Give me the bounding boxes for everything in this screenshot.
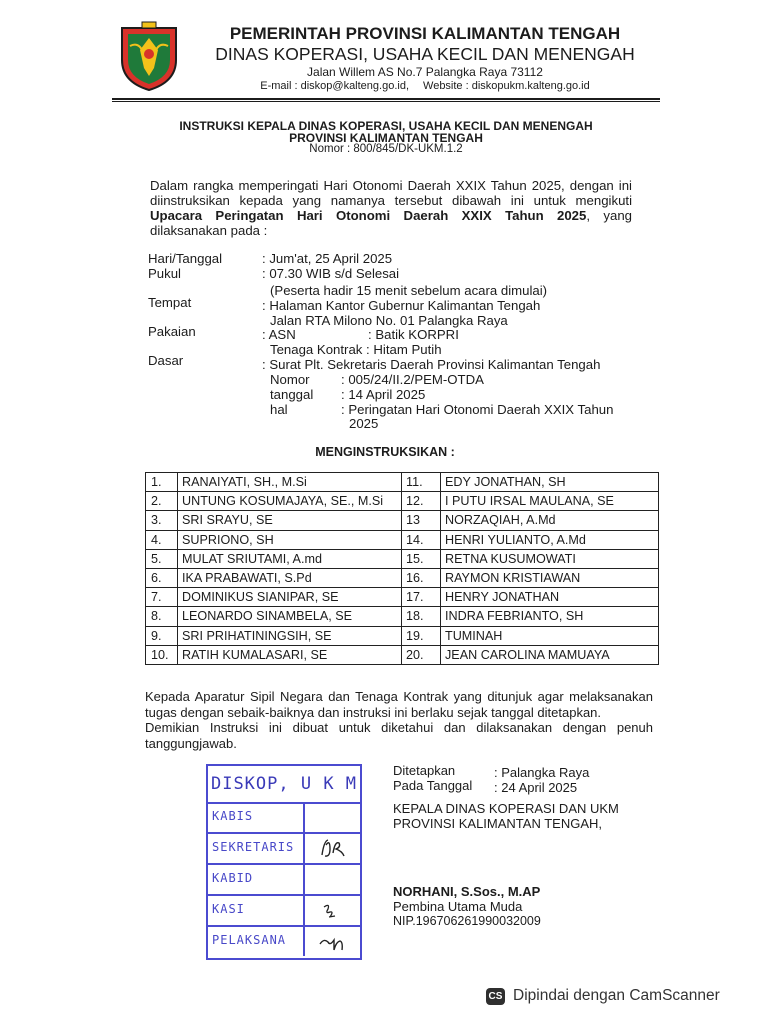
table-row [146, 588, 659, 607]
letterhead-government: PEMERINTAH PROVINSI KALIMANTAN TENGAH [229, 24, 621, 43]
participant-name: HENRI YULIANTO, A.Md [441, 530, 659, 549]
pakaian-label: Pakaian [148, 324, 196, 339]
participant-name: SRI PRIHATININGSIH, SE [178, 626, 402, 645]
stamp-row [208, 802, 360, 834]
intro-paragraph [150, 178, 632, 238]
closing-paragraph [145, 689, 653, 751]
participant-name: MULAT SRIUTAMI, A.md [178, 549, 402, 568]
participant-number: 3. [146, 511, 178, 530]
participant-name: I PUTU IRSAL MAULANA, SE [441, 492, 659, 511]
hari-value: : Jum'at, 25 April 2025 [262, 251, 393, 266]
paraf-signature [308, 835, 358, 861]
intro-line-rest: , yang [586, 208, 632, 223]
tanggal-label: tanggal [270, 387, 314, 402]
participant-number: 16. [402, 568, 441, 587]
stamp-row-label: KABIS [212, 809, 254, 823]
signatory-rank: Pembina Utama Muda [393, 899, 523, 914]
ditetapkan-label: Ditetapkan [393, 763, 456, 778]
participants-table-body [146, 473, 659, 665]
table-row [146, 626, 659, 645]
stamp-row-label: SEKRETARIS [212, 840, 295, 854]
participant-name: TUMINAH [441, 626, 659, 645]
participant-number: 12. [402, 492, 441, 511]
tempat-label: Tempat [148, 295, 192, 310]
ditetapkan-value: : Palangka Raya [494, 765, 590, 780]
participant-number: 15. [402, 549, 441, 568]
table-row [146, 568, 659, 587]
participant-name: DOMINIKUS SIANIPAR, SE [178, 588, 402, 607]
participant-number: 10. [146, 645, 178, 664]
camscanner-icon: CS [486, 988, 505, 1005]
pukul-value: : 07.30 WIB s/d Selesai [262, 266, 400, 281]
table-row [146, 549, 659, 568]
signatory-name: NORHANI, S.Sos., M.AP [393, 884, 541, 899]
participant-name: NORZAQIAH, A.Md [441, 511, 659, 530]
instruction-heading: MENGINSTRUKSIKAN : [315, 445, 455, 459]
closing-line: tanggungjawab. [145, 735, 237, 751]
stamp-row-label: KABID [212, 871, 254, 885]
pakaian-asn-label: : ASN [262, 327, 296, 342]
participant-name: UNTUNG KOSUMAJAYA, SE., M.Si [178, 492, 402, 511]
stamp-row [208, 895, 360, 927]
participant-number: 1. [146, 473, 178, 492]
participant-number: 19. [402, 626, 441, 645]
tempat-value: : Halaman Kantor Gubernur Kalimantan Tengah [262, 298, 541, 313]
document-number: Nomor : 800/845/DK-UKM.1.2 [309, 143, 463, 155]
signatory-office-line2: PROVINSI KALIMANTAN TENGAH, [393, 816, 603, 831]
disposition-stamp [206, 764, 362, 960]
letterhead-email: E-mail : diskop@kalteng.go.id, [260, 80, 410, 92]
participant-number: 8. [146, 607, 178, 626]
stamp-row [208, 864, 360, 896]
camscanner-text: Dipindai dengan CamScanner [513, 987, 720, 1004]
signatory-office-line1: KEPALA DINAS KOPERASI DAN UKM [393, 801, 619, 816]
participant-number: 11. [402, 473, 441, 492]
stamp-row [208, 833, 360, 865]
pukul-note: (Peserta hadir 15 menit sebelum acara dimulai) [270, 283, 548, 298]
participant-name: SUPRIONO, SH [178, 530, 402, 549]
signatory-nip: NIP.196706261990032009 [393, 914, 541, 928]
letterhead-website: Website : diskopukm.kalteng.go.id [423, 80, 590, 92]
closing-line: tugas dengan sebaik-baiknya dan instruksi ini berlaku sejak tanggal ditetapkan. [145, 704, 602, 720]
participant-number: 13 [402, 511, 441, 530]
participant-name: SRI SRAYU, SE [178, 511, 402, 530]
letterhead-address: Jalan Willem AS No.7 Palangka Raya 73112 [307, 65, 543, 79]
closing-line: Kepada Aparatur Sipil Negara dan Tenaga Kontrak yang ditunjuk agar melaksanakan [145, 689, 653, 704]
letterhead-contact [200, 80, 650, 92]
participant-name: RATIH KUMALASARI, SE [178, 645, 402, 664]
letterhead-rule-thick [112, 98, 660, 100]
pakaian-asn-value: : Batik KORPRI [368, 327, 459, 342]
table-row [146, 645, 659, 664]
participant-number: 7. [146, 588, 178, 607]
stamp-row [208, 926, 360, 956]
dasar-value: : Surat Plt. Sekretaris Daerah Provinsi Kalimantan Tengah [262, 357, 601, 372]
pukul-label: Pukul [148, 266, 181, 281]
participant-number: 14. [402, 530, 441, 549]
letterhead-rule-thin [112, 101, 660, 102]
nomor-value: : 005/24/II.2/PEM-OTDA [341, 372, 484, 387]
paraf-signature [308, 928, 358, 954]
participant-name: EDY JONATHAN, SH [441, 473, 659, 492]
participant-name: RANAIYATI, SH., M.Si [178, 473, 402, 492]
intro-line [150, 208, 632, 223]
tanggal-value: : 14 April 2025 [341, 387, 426, 402]
participant-number: 9. [146, 626, 178, 645]
participant-number: 17. [402, 588, 441, 607]
pada-tanggal-label: Pada Tanggal [393, 778, 473, 793]
pada-tanggal-value: : 24 April 2025 [494, 780, 578, 795]
stamp-title: DISKOP, U K M [208, 766, 360, 804]
participant-number: 18. [402, 607, 441, 626]
participants-table [145, 472, 659, 665]
intro-line: diinstruksikan kepada yang namanya tersebut dibawah ini untuk mengikuti [150, 193, 632, 208]
table-row [146, 492, 659, 511]
camscanner-watermark [480, 983, 740, 1011]
letterhead-agency: DINAS KOPERASI, USAHA KECIL DAN MENENGAH [215, 44, 635, 64]
participant-name: JEAN CAROLINA MAMUAYA [441, 645, 659, 664]
pakaian-kontrak: Tenaga Kontrak : Hitam Putih [270, 342, 442, 357]
table-row [146, 607, 659, 626]
stamp-row-label: KASI [212, 902, 245, 916]
hal-value-cont: 2025 [349, 416, 379, 431]
participant-number: 5. [146, 549, 178, 568]
ceremony-name: Upacara Peringatan Hari Otonomi Daerah XXIX Tahun 2025 [150, 208, 587, 223]
hal-value: : Peringatan Hari Otonomi Daerah XXIX Tahun [341, 402, 614, 417]
participant-name: IKA PRABAWATI, S.Pd [178, 568, 402, 587]
intro-line: dilaksanakan pada : [150, 223, 268, 238]
participant-name: RETNA KUSUMOWATI [441, 549, 659, 568]
document-title-line1: INSTRUKSI KEPALA DINAS KOPERASI, USAHA KECIL DAN MENENGAH [179, 119, 593, 133]
table-row [146, 473, 659, 492]
dasar-label: Dasar [148, 353, 184, 368]
intro-line: Dalam rangka memperingati Hari Otonomi Daerah XXIX Tahun 2025, dengan ini [150, 178, 632, 193]
participant-number: 20. [402, 645, 441, 664]
hal-label: hal [270, 402, 288, 417]
provincial-emblem-logo [118, 20, 180, 92]
table-row [146, 511, 659, 530]
tempat-address: Jalan RTA Milono No. 01 Palangka Raya [270, 313, 508, 328]
participant-number: 2. [146, 492, 178, 511]
participant-name: RAYMON KRISTIAWAN [441, 568, 659, 587]
participant-number: 6. [146, 568, 178, 587]
table-row [146, 530, 659, 549]
closing-line: Demikian Instruksi ini dibuat untuk diketahui dan dilaksanakan dengan penuh [145, 720, 653, 735]
participant-name: HENRY JONATHAN [441, 588, 659, 607]
participant-name: INDRA FEBRIANTO, SH [441, 607, 659, 626]
paraf-signature [308, 897, 358, 923]
hari-label: Hari/Tanggal [148, 251, 223, 266]
participant-number: 4. [146, 530, 178, 549]
nomor-label: Nomor [270, 372, 310, 387]
stamp-row-label: PELAKSANA [212, 933, 287, 947]
participant-name: LEONARDO SINAMBELA, SE [178, 607, 402, 626]
document-title-line2: PROVINSI KALIMANTAN TENGAH [289, 131, 483, 145]
